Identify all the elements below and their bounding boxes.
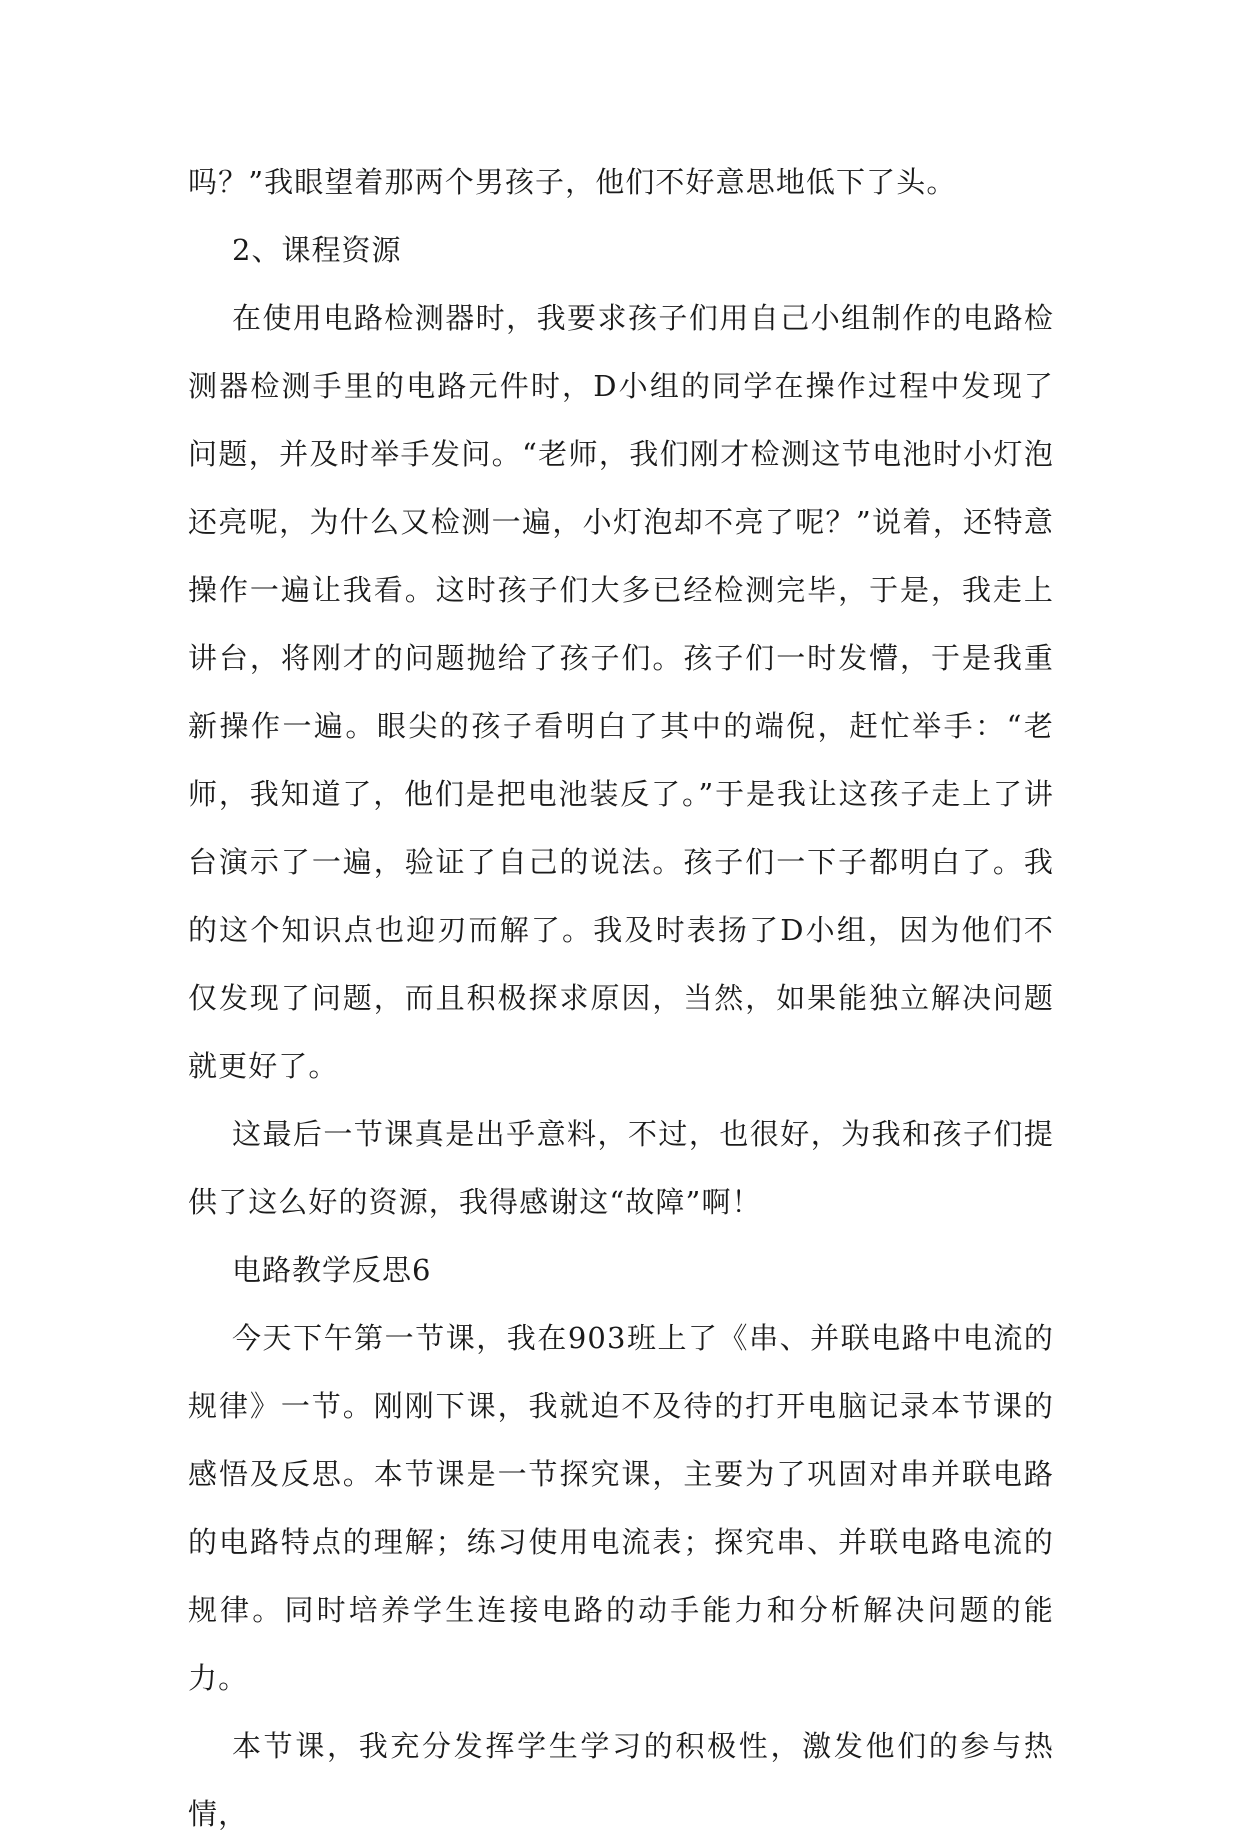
paragraph-lesson-903: 今天下午第一节课，我在903班上了《串、并联电路中电流的规律》一节。刚刚下课，我就迫不及待的打开电脑记录本节课的感悟及反思。本节课是一节探究课，主要为了巩固对串并联电路的电路特点的理解；练习使用电流表；探究串、并联电路电流的规律。同时培养学生连接电路的动手能力和分析解决问题的能力。: [188, 1321, 1054, 1695]
paragraph-last-lesson: 这最后一节课真是出乎意料，不过，也很好，为我和孩子们提供了这么好的资源，我得感谢这“故障”啊！: [188, 1117, 1054, 1219]
section-heading-reflection-6: 电路教学反思6: [232, 1253, 432, 1287]
paragraph-this-lesson: 本节课，我充分发挥学生学习的积极性，激发他们的参与热情，: [188, 1729, 1054, 1831]
paragraph-continuation: 吗？”我眼望着那两个男孩子，他们不好意思地低下了头。: [188, 165, 957, 199]
section-heading-course-resources: 2、课程资源: [232, 233, 402, 267]
paragraph-circuit-detector: 在使用电路检测器时，我要求孩子们用自己小组制作的电路检测器检测手里的电路元件时，D小组的同学在操作过程中发现了问题，并及时举手发问。“老师，我们刚才检测这节电池时小灯泡还亮呢，为什么又检测一遍，小灯泡却不亮了呢？”说着，还特意操作一遍让我看。这时孩子们大多已经检测完毕，于是，我走上讲台，将刚才的问题抛给了孩子们。孩子们一时发懵，于是我重新操作一遍。眼尖的孩子看明白了其中的端倪，赶忙举手：“老师，我知道了，他们是把电池装反了。”于是我让这孩子走上了讲台演示了一遍，验证了自己的说法。孩子们一下子都明白了。我的这个知识点也迎刃而解了。我及时表扬了D小组，因为他们不仅发现了问题，而且积极探求原因，当然，如果能独立解决问题就更好了。: [188, 301, 1054, 1083]
document-body: [188, 148, 1054, 1848]
